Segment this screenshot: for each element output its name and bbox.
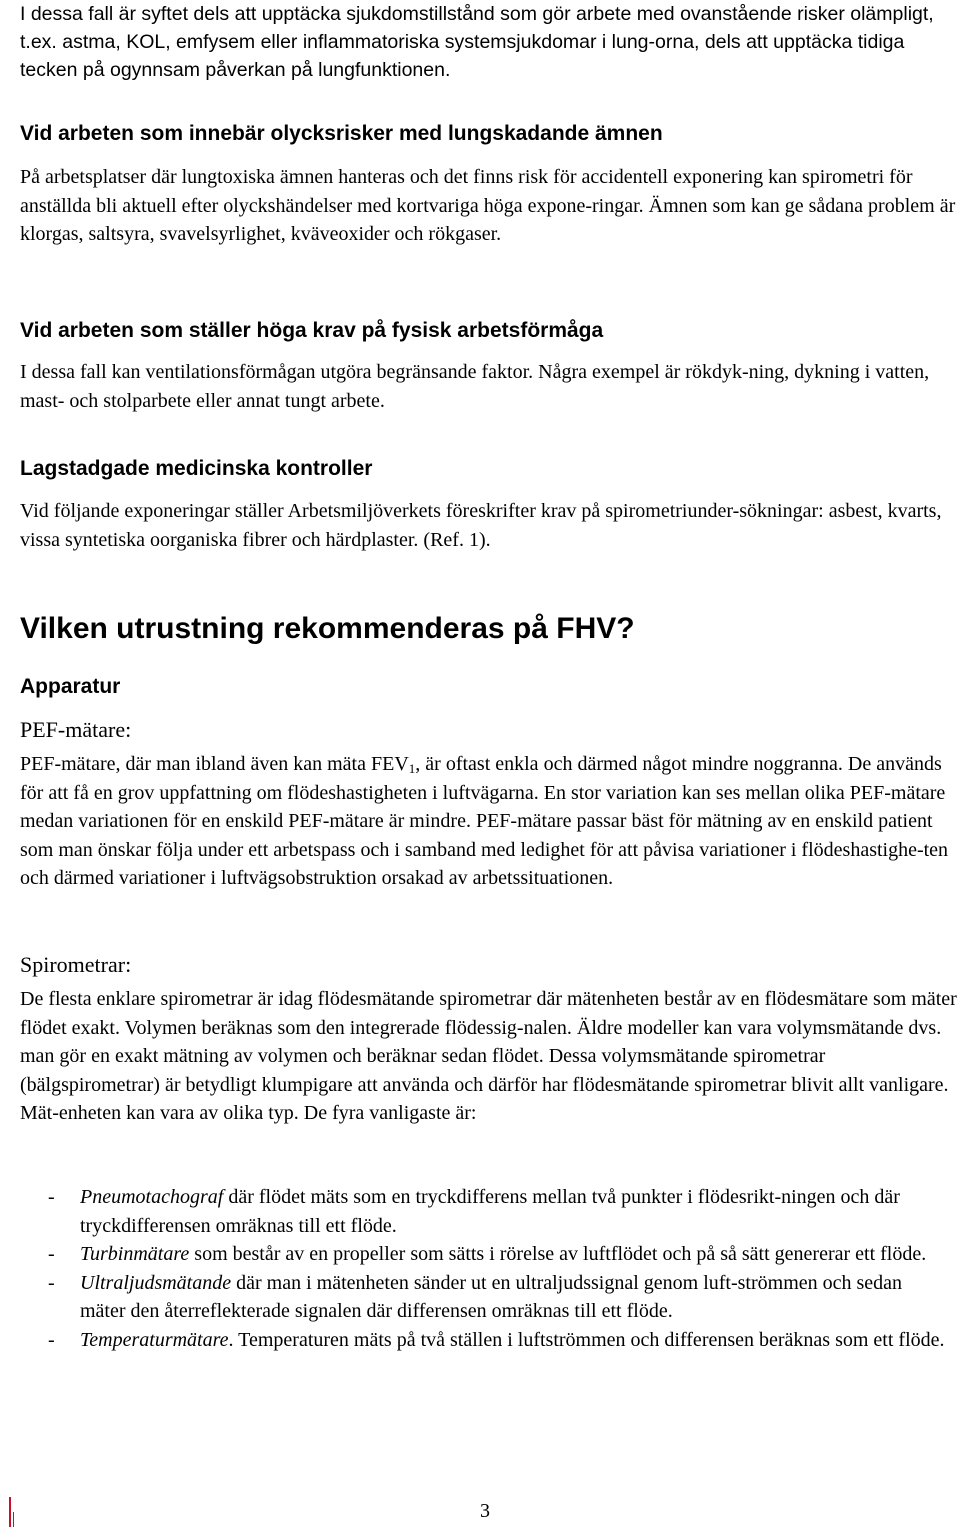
page-number: 3 xyxy=(480,1500,490,1522)
list-item-term: Ultraljudsmätande xyxy=(80,1271,232,1294)
list-item xyxy=(0,1326,952,1355)
dash-bullet: - xyxy=(48,1328,55,1351)
list-item-term: Pneumotachograf xyxy=(80,1186,224,1208)
section-heading-physical-demands: Vid arbeten som ställer höga krav på fysisk arbetsförmåga xyxy=(20,319,604,342)
list-item-term: Temperaturmätare xyxy=(80,1328,229,1351)
section-body-accident-risks: På arbetsplatser där lungtoxiska ämnen hanteras och det finns risk för accidentell exponering kan spirometri för anställda bli aktuell efter olyckshändelser med kortvariga höga expone-ringar. Ämnen som kan ge sådana problem är klorgas, saltsyra, svavelsyrlighet, kväveoxider och rökgaser. xyxy=(20,166,956,245)
section-body-legal-controls: Vid följande exponeringar ställer Arbetsmiljöverkets föreskrifter krav på spirometriunder-sökningar: asbest, kvarts, vissa syntetiska oorganiska fibrer och härdplaster. (Ref. 1). xyxy=(20,500,942,551)
list-item xyxy=(0,1269,952,1326)
margin-mark-secondary xyxy=(13,1512,14,1527)
list-item-description: där flödet mäts som en tryckdifferens mellan två punkter i flödesrikt-ningen och där tryckdifferensen omräknas till ett flöde. xyxy=(80,1186,900,1237)
fev-subscript: 1 xyxy=(408,761,416,776)
section-heading-legal-controls: Lagstadgade medicinska kontroller xyxy=(20,457,373,480)
dash-bullet: - xyxy=(48,1271,55,1294)
measurement-types-list xyxy=(0,1183,960,1354)
dash-bullet: - xyxy=(48,1243,55,1265)
list-item-description: . Temperaturen mäts på två ställen i luftströmmen och differensen beräknas som ett flöde. xyxy=(228,1328,945,1351)
main-heading-equipment: Vilken utrustning rekommenderas på FHV? xyxy=(20,612,635,645)
list-item-description: som består av en propeller som sätts i rörelse av luftflödet och på så sätt genererar ett flöde. xyxy=(189,1243,927,1265)
dash-bullet: - xyxy=(48,1186,55,1208)
pef-paragraph xyxy=(20,750,960,893)
spirometrar-heading: Spirometrar: xyxy=(20,952,132,977)
list-item xyxy=(0,1240,952,1269)
pef-text-start: PEF-mätare, där man ibland även kan mäta FEV xyxy=(20,753,409,775)
spirometrar-paragraph: De flesta enklare spirometrar är idag flödesmätande spirometrar där mätenheten består av en flödesmätare som mäter flödet exakt. Volymen beräknas som den integrerade flödessig-nalen. Äldre modeller kan vara volymsmätande dvs. man gör en exakt mätning av volymen och beräknar sedan flödet. Dessa volymsmätande spirometrar (bälgspirometrar) är betydligt klumpigare att använda och därför har flödesmätande spirometrar blivit allt vanligare. Mät-enheten kan vara av olika typ. De fyra vanligaste är: xyxy=(20,988,957,1124)
intro-paragraph: I dessa fall är syftet dels att upptäcka sjukdomstillstånd som gör arbete med ovanstående risker olämpligt, t.ex. astma, KOL, emfysem eller inflammatoriska systemsjukdomar i lung-orna, dels att upptäcka tidiga tecken på ogynnsam påverkan på lungfunktionen. xyxy=(20,3,934,81)
pef-heading: PEF-mätare: xyxy=(20,717,132,742)
margin-mark xyxy=(9,1497,11,1527)
pef-text-end: , är oftast enkla och därmed något mindre noggranna. De används för att få en grov uppfattning om flödeshastigheten i luftvägarna. En stor variation kan ses mellan olika PEF-mätare medan variationen för en enskild PEF-mätare är mindre. PEF-mätare passar bäst för mätning av en enskild patient som man önskar följa under ett arbetspass och i samband med ledighet för att påvisa variationer i flödeshastighe-ten och därmed variationer i luftvägsobstruktion orsakad av arbetssituationen. xyxy=(20,753,949,889)
list-item-description: där man i mätenheten sänder ut en ultraljudssignal genom luft-strömmen och sedan mäter den återreflekterade signalen där differensen omräknas till ett flöde. xyxy=(80,1271,903,1322)
section-heading-accident-risks: Vid arbeten som innebär olycksrisker med lungskadande ämnen xyxy=(20,122,663,145)
section-body-physical-demands: I dessa fall kan ventilationsförmågan utgöra begränsande faktor. Några exempel är rökdyk-ning, dykning i vatten, mast- och stolparbete eller annat tungt arbete. xyxy=(20,361,930,412)
list-item xyxy=(0,1183,952,1240)
apparatur-heading: Apparatur xyxy=(20,675,121,698)
list-item-term: Turbinmätare xyxy=(80,1243,190,1265)
